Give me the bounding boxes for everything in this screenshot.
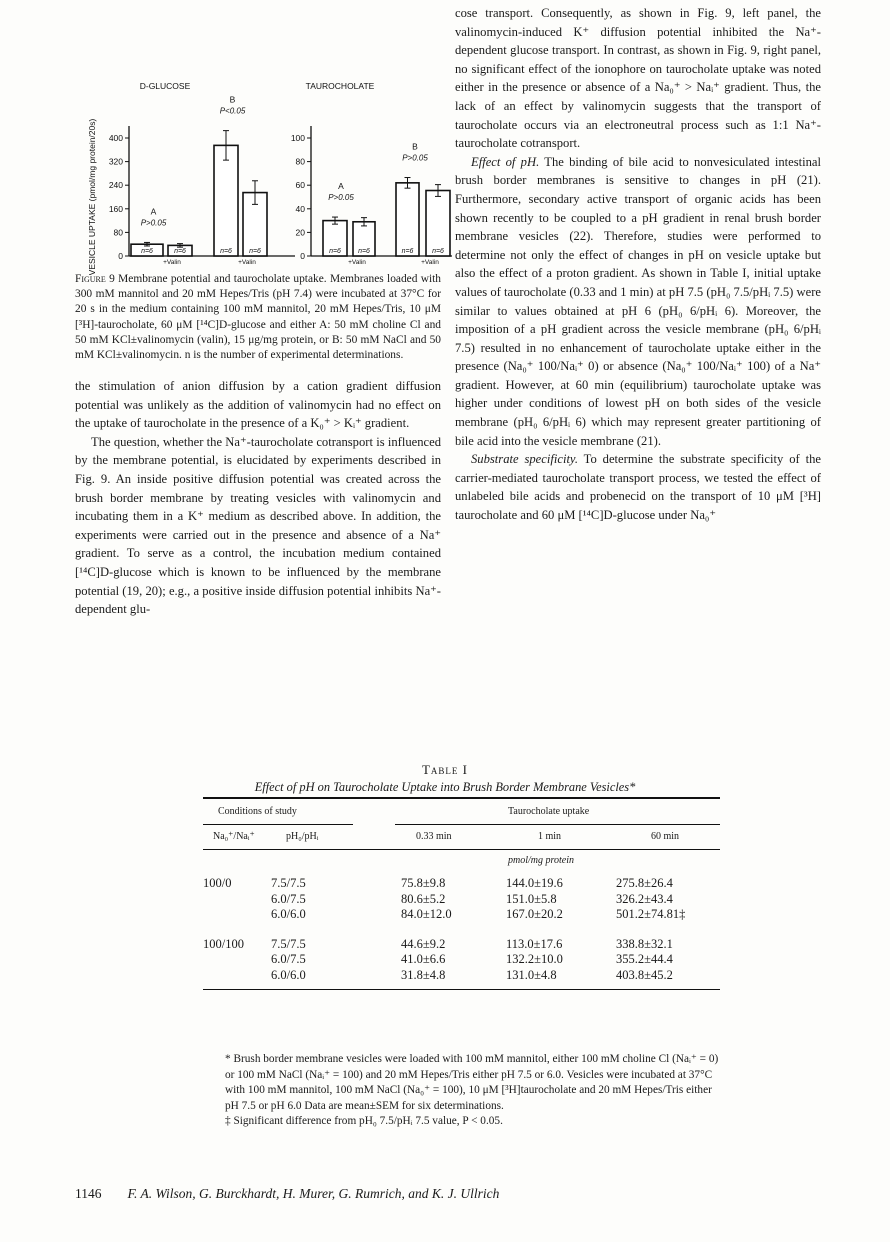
table-cell: 144.0±19.6 — [506, 876, 563, 890]
p-value-label: P>0.05 — [140, 218, 167, 228]
paragraph-text: The binding of bile acid to nonvesiculated intestinal brush border membranes is sensitive to changes in pH (21). Furthermore, secondary active transport of organic acids has been shown recently to be coupled to a pH gradient in renal brush border membrane vesicles (22). Therefore, studies were performed to determine not only the effect of changes in pH on vesicle uptake but also the effect of a proton gradient. As shown in Table I, initial uptake values of taurocholate (0.33 and 1 min) at pH 7.5 (pH₀ 7.5/pHᵢ 7.5) were similar to values obtained at pH 6 (pH₀ 6/pHᵢ 6). Moreover, the imposition of a pH gradient across the vesicle membrane (pH₀ 6/pHᵢ 7.5) resulted in no enhancement of taurocholate uptake either in the presence (Na₀⁺ 100/Naᵢ⁺ 0) or absence (Na₀⁺ 100/Naᵢ⁺ 100) of a Na⁺ gradient. However, at 60 min (equilibrium) taurocholate uptake was higher under conditions of lowest pH on both sides of the vesicle membrane (pH₀ 6/pHᵢ 6) which may represent greater partitioning of bile acid into the vesicle membrane (21). — [455, 154, 821, 448]
bar — [214, 145, 238, 256]
valin-label: +Valin — [421, 259, 439, 266]
n-label: n=6 — [141, 248, 153, 255]
table-cell: 41.0±6.6 — [401, 952, 446, 966]
chart-title: D-GLUCOSE — [139, 81, 191, 91]
n-label: n=6 — [329, 248, 341, 255]
group-header: Conditions of study — [218, 806, 297, 817]
paragraph — [455, 450, 821, 524]
n-label: n=6 — [220, 248, 232, 255]
section-heading: Effect of pH. — [471, 154, 540, 169]
group-label: A — [150, 206, 157, 217]
footnote: ‡ Significant difference from pH₀ 7.5/pHᵢ 7.5 value, P < 0.05. — [225, 1115, 503, 1128]
table-cell: 6.0/6.0 — [271, 967, 306, 982]
left-column-text — [75, 377, 441, 619]
paragraph — [455, 4, 821, 153]
table-rule — [203, 824, 353, 825]
n-label: n=6 — [401, 248, 414, 255]
table-cell: 75.8±9.8 — [401, 876, 446, 890]
table-cell: 113.0±17.6 — [506, 936, 563, 951]
table-rule — [203, 989, 720, 990]
y-tick-label: 160 — [108, 203, 123, 214]
n-label: n=6 — [249, 248, 261, 255]
valin-label: +Valin — [238, 259, 256, 266]
valin-label: +Valin — [163, 259, 181, 266]
table-rule — [395, 824, 720, 825]
group-label: B — [412, 141, 418, 152]
table-rule — [203, 797, 720, 799]
p-value-label: P<0.05 — [219, 106, 246, 116]
group-label: A — [338, 181, 344, 192]
table-cell: 44.6±9.2 — [401, 936, 446, 951]
right-column-text — [455, 4, 821, 525]
table-cell: 6.0/6.0 — [271, 907, 306, 921]
table-cell: 100/0 — [203, 876, 232, 890]
y-tick-label: 100 — [290, 133, 305, 143]
paragraph — [455, 153, 821, 451]
chart-title: TAUROCHOLATE — [305, 81, 375, 91]
p-value-label: P>0.05 — [328, 193, 354, 203]
y-tick-label: 320 — [108, 156, 123, 167]
table-cell: 132.2±10.0 — [506, 952, 563, 966]
table-cell: 80.6±5.2 — [401, 891, 446, 906]
group-header: Taurocholate uptake — [508, 806, 590, 817]
figure-caption — [75, 272, 441, 363]
bar — [426, 191, 450, 256]
y-axis-label: VESICLE UPTAKE (pmol/mg protein/20s) — [87, 118, 97, 275]
table-cell: 167.0±20.2 — [506, 907, 563, 921]
table-cell: 31.8±4.8 — [401, 967, 446, 982]
units-label: pmol/mg protein — [508, 855, 575, 866]
table-cell: 151.0±5.8 — [506, 891, 557, 906]
y-tick-label: 80 — [295, 156, 305, 167]
y-tick-label: 60 — [295, 180, 305, 191]
y-tick-label: 0 — [118, 251, 123, 261]
table-cell: 6.0/7.5 — [271, 891, 306, 906]
table-cell: 275.8±26.4 — [616, 876, 673, 890]
paragraph: the stimulation of anion diffusion by a cation gradient diffusion potential was unlikely as the addition of valinomycin had no effect on the uptake of taurocholate in the presence of a K₀⁺ > Kᵢ⁺ gradient. — [75, 379, 441, 431]
table-footnotes — [225, 1052, 720, 1130]
paragraph-text: cose transport. Consequently, as shown in Fig. 9, left panel, the valinomycin-induced K⁺ diffusion potential inhibited the Na⁺-dependent glucose transport. In contrast, as shown in Fig. 9, right panel, no significant effect of the ionophore on taurocholate uptake was noted either in the presence or absence of a Na₀⁺ > Naᵢ⁺ gradient. Thus, the lack of an effect by valinomycin suggests that the transport of taurocholate occurs via an electroneutral process such as 1:1 Na⁺-taurocholate cotransport. — [455, 6, 821, 151]
table-cell: 131.0±4.8 — [506, 967, 557, 982]
y-tick-label: 20 — [295, 227, 305, 238]
p-value-label: P>0.05 — [402, 153, 428, 163]
bar — [396, 183, 419, 256]
column-header: 60 min — [651, 831, 680, 842]
table-subtitle: Effect of pH on Taurocholate Uptake into Brush Border Membrane Vesicles* — [254, 780, 636, 794]
column-header: 1 min — [538, 831, 562, 842]
column-header: pH₀/pHᵢ — [286, 831, 319, 842]
table-cell: 403.8±45.2 — [616, 967, 673, 982]
footnote: * Brush border membrane vesicles were loaded with 100 mM mannitol, either 100 mM choline Cl (Naᵢ⁺ = 0) or 100 mM NaCl (Naᵢ⁺ = 100) and 20 mM Hepes/Tris either pH 7.5 or 6.0. Vesicles were incubated at 37°C with 100 mM mannitol, 100 mM NaCl (Na₀⁺ = 100), 10 μM [³H]taurocholate and 20 mM Hepes/Tris either pH 7.5 or pH 6.0 Data are mean±SEM for six determinations. — [225, 1053, 719, 1112]
column-header: Na₀⁺/Naᵢ⁺ — [213, 831, 255, 842]
table-cell: 501.2±74.81‡ — [616, 907, 686, 921]
paragraph-text: To determine the substrate specificity of the carrier-mediated taurocholate transport process, we tested the effect of unlabeled bile acids and probenecid on the transport of 10 μM [³H] taurocholate and 60 μM [¹⁴C]D-glucose under Na₀⁺ — [455, 452, 821, 523]
table-cell: 7.5/7.5 — [271, 876, 306, 890]
table-title: Table I — [421, 762, 469, 777]
y-tick-label: 240 — [108, 180, 123, 191]
caption-text: Membrane potential and taurocholate uptake. Membranes loaded with 300 mM mannitol and 20 mM Hepes/Tris (pH 7.4) were incubated at 37°C for 20 s in the medium containing 100 mM mannitol, 20 mM Hepes/Tris, 10 μM [³H]-taurocholate, 60 μM [¹⁴C]D-glucose and either A: 50 mM choline Cl and 50 mM KCl±valinomycin (valin), 15 μg/mg protein, or B: 50 mM NaCl and 50 mM KCl±valinomycin. n is the number of experimental determinations. — [75, 273, 441, 362]
n-label: n=6 — [174, 248, 186, 255]
table-cell: 6.0/7.5 — [271, 952, 306, 966]
n-label: n=6 — [432, 248, 444, 255]
y-tick-label: 40 — [295, 203, 305, 214]
caption-label: Figure 9 — [75, 273, 115, 285]
table-cell: 84.0±12.0 — [401, 907, 452, 921]
table-cell: 7.5/7.5 — [271, 936, 306, 951]
valin-label: +Valin — [348, 259, 366, 266]
n-label: n=6 — [358, 248, 370, 255]
table-cell: 100/100 — [203, 936, 244, 951]
group-label: B — [229, 94, 236, 105]
page-number: 1146 — [75, 1186, 102, 1201]
y-tick-label: 80 — [113, 227, 123, 238]
authors: F. A. Wilson, G. Burckhardt, H. Murer, G. Rumrich, and K. J. Ullrich — [127, 1186, 500, 1201]
y-tick-label: 400 — [108, 133, 123, 143]
section-heading: Substrate specificity. — [471, 452, 578, 467]
page-footer — [75, 1186, 499, 1202]
paragraph: The question, whether the Na⁺-taurocholate cotransport is influenced by the membrane potential, is elucidated by experiments described in Fig. 9. An inside positive diffusion potential was created across the brush border membrane by treating vesicles with valinomycin and incubating them in a K⁺ medium as described above. In addition, the experiments were carried out in the presence and absence of a Na⁺ gradient. To serve as a control, the incubation medium contained [¹⁴C]D-glucose which is known to be influenced by the membrane potential (19, 20); e.g., a positive inside diffusion potential inhibits Na⁺-dependent glu- — [75, 434, 441, 617]
column-header: 0.33 min — [416, 831, 452, 842]
table-cell: 338.8±32.1 — [616, 936, 673, 951]
table-cell: 326.2±43.4 — [616, 891, 673, 906]
table-rule — [203, 849, 720, 850]
table-cell: 355.2±44.4 — [616, 952, 673, 966]
y-tick-label: 0 — [300, 251, 305, 261]
